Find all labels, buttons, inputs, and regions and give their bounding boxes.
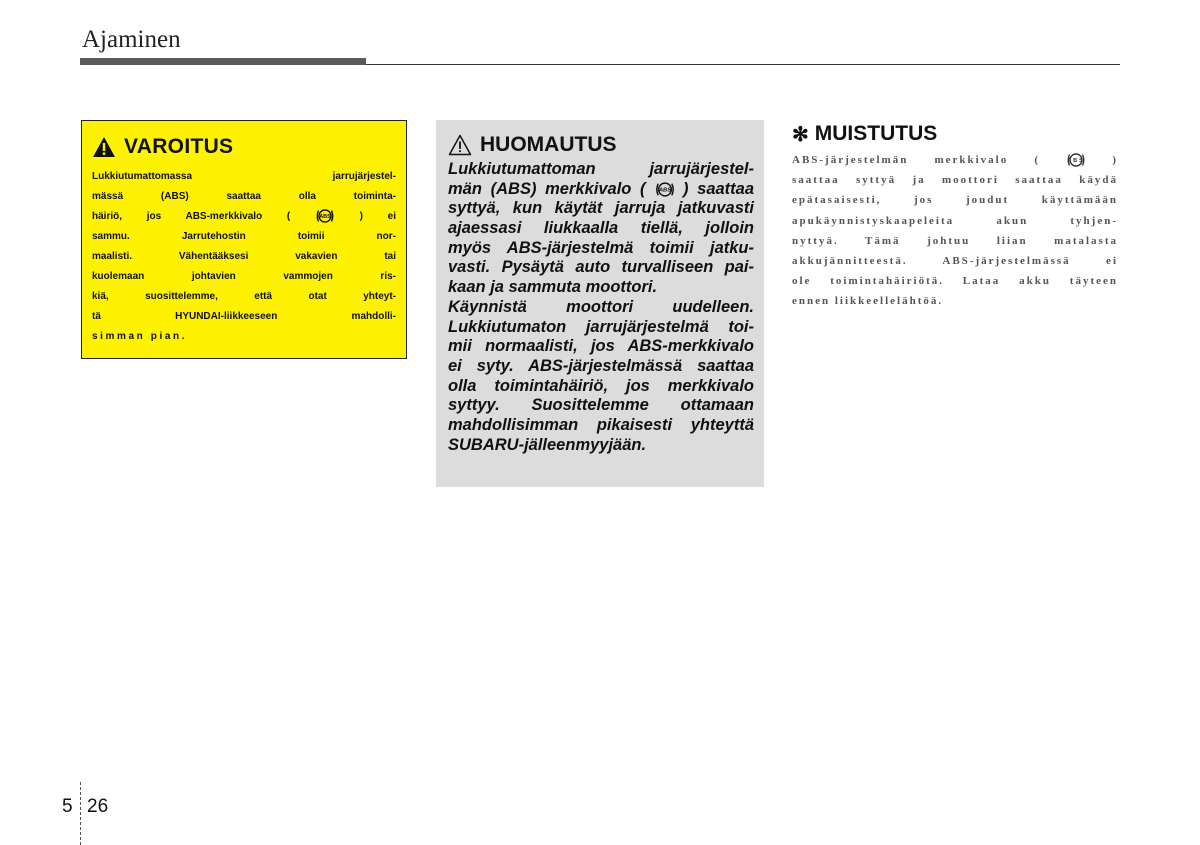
caution-line: syttyä, kun käytät jarruja jatkuvasti — [448, 199, 754, 218]
note-line: ennen liikkeellelähtöä. — [792, 295, 944, 308]
warning-box — [81, 120, 407, 359]
warning-line: mässä (ABS) saattaa olla toiminta- — [92, 191, 396, 202]
note-line: epätasaisesti, jos joudut käyttämään — [792, 194, 1118, 207]
warning-line: Lukkiutumattomassa jarrujärjestel- — [92, 171, 396, 182]
warning-line: kuolemaan johtavien vammojen ris- — [92, 271, 396, 282]
caution-triangle-icon — [448, 134, 472, 156]
chapter-number: 5 — [62, 796, 73, 817]
note-text — [792, 150, 1118, 312]
caution-line: SUBARU-jälleenmyyjään. — [448, 435, 647, 454]
caution-title: HUOMAUTUS — [480, 133, 617, 156]
caution-line: ei syty. ABS-järjestelmässä saattaa — [448, 356, 754, 375]
caution-line: kaan ja sammuta moottori. — [448, 278, 658, 297]
warning-line: simman pian. — [92, 331, 188, 342]
caution-line: ajaessasi liukkaalla tiellä, jolloin — [448, 219, 754, 238]
note-line: nyttyä. Tämä johtuu liian matalasta — [792, 234, 1118, 247]
caution-line: Lukkiutumattoman jarrujärjestel- — [448, 160, 754, 178]
caution-line: Käynnistä moottori uudelleen. — [448, 297, 754, 316]
caution-line: myös ABS-järjestelmä toimii jatku- — [448, 238, 754, 257]
warning-header — [92, 133, 396, 161]
asterisk-icon: ✻ — [792, 123, 809, 146]
warning-line-part: häiriö, jos ABS-merkkivalo ( — [92, 211, 291, 222]
caution-line-part: ) saattaa — [682, 179, 755, 198]
svg-text:ABS: ABS — [659, 187, 672, 194]
note-line: apukäynnistyskaapeleita akun tyhjen- — [792, 214, 1118, 227]
note-line: ole toimintahäiriötä. Lataa akku täyteen — [792, 275, 1118, 288]
abs-warning-light-icon — [1066, 151, 1086, 169]
note-line — [792, 150, 1118, 170]
caution-line: mii normaalisti, jos ABS-merkkivalo — [448, 337, 754, 356]
caution-text — [448, 160, 754, 455]
page-header-title: Ajaminen — [82, 26, 181, 53]
warning-text — [92, 167, 396, 347]
caution-line: olla toimintahäiriö, jos merkkivalo — [448, 376, 754, 395]
warning-line: tä HYUNDAI-liikkeeseen mahdolli- — [92, 311, 396, 322]
header-rule-thick — [80, 58, 366, 65]
note-title: MUISTUTUS — [814, 122, 938, 145]
page-number: 26 — [87, 796, 109, 817]
caution-line: Lukkiutumaton jarrujärjestelmä toi- — [448, 317, 754, 336]
note-line-part: ) — [1112, 154, 1118, 166]
warning-line: sammu. Jarrutehostin toimii nor- — [92, 231, 396, 242]
warning-line — [92, 207, 396, 227]
caution-box — [436, 120, 764, 487]
caution-line: mahdollisimman pikaisesti yhteyttä — [448, 415, 754, 434]
warning-line: maalisti. Vähentääksesi vakavien tai — [92, 251, 396, 262]
caution-header — [448, 132, 754, 158]
note-line: saattaa syttyä ja moottori saattaa käydä — [792, 174, 1118, 187]
footer-divider — [80, 782, 81, 845]
note-header — [792, 120, 1118, 148]
warning-line: kiä, suosittelemme, että otat yhteyt- — [92, 291, 396, 302]
caution-line: vasti. Pysäytä auto turvalliseen pai- — [448, 258, 754, 277]
caution-line-part: män (ABS) merkkivalo ( — [448, 179, 646, 198]
header-rule-thin — [366, 64, 1120, 65]
svg-text:ABS: ABS — [1067, 158, 1085, 165]
abs-warning-light-icon — [654, 180, 674, 198]
caution-line — [448, 180, 754, 200]
warning-line-part: ) ei — [359, 211, 396, 222]
warning-triangle-icon — [92, 136, 116, 158]
warning-title: VAROITUS — [124, 135, 234, 158]
note-line-part: ABS-järjestelmän merkkivalo ( — [792, 154, 1041, 166]
note-block — [792, 120, 1118, 312]
svg-text:ABS: ABS — [319, 214, 331, 221]
note-line: akkujännitteestä. ABS-järjestelmässä ei — [792, 254, 1118, 267]
caution-line: syttyy. Suosittelemme ottamaan — [448, 396, 754, 415]
abs-warning-light-icon — [315, 207, 335, 225]
